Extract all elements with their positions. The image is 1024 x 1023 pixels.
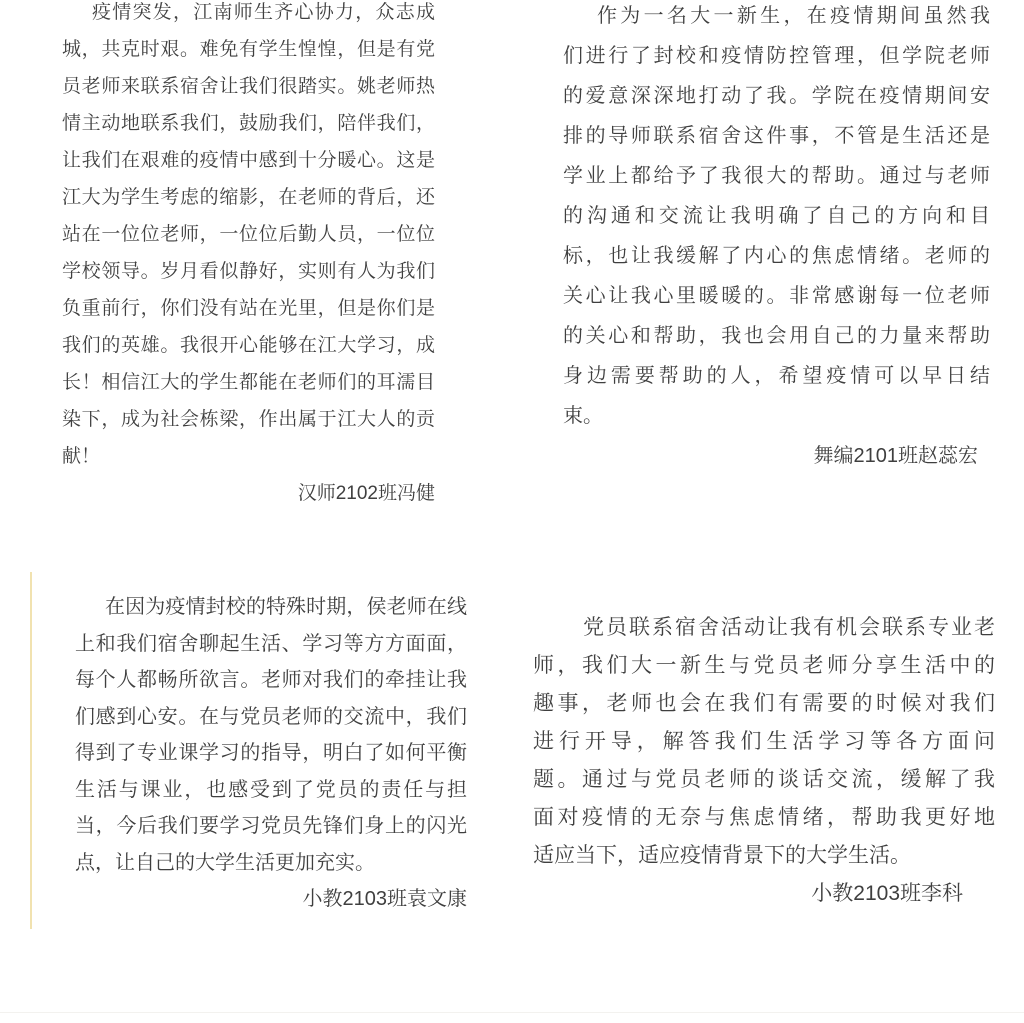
text-line: 关心让我心里暖暖的。非常感谢每一位老师 (563, 285, 990, 307)
testimonial-block-bottom-right (533, 609, 995, 913)
text-line: 面对疫情的无奈与焦虑情绪，帮助我更好地 (533, 806, 995, 829)
text-line: 在因为疫情封校的特殊时期，侯老师在线 (105, 596, 467, 618)
text-line: 党员联系宿舍活动让我有机会联系专业老 (583, 616, 995, 639)
signature: 汉师2102班冯健 (297, 483, 435, 504)
text-line: 我们的英雄。我很开心能够在江大学习，成 (62, 335, 435, 356)
text-line: 排的导师联系宿舍这件事，不管是生活还是 (563, 125, 990, 147)
text-line: 上和我们宿舍聊起生活、学习等方方面面， (75, 632, 467, 655)
text-line: 站在一位位老师，一位位后勤人员，一位位 (62, 224, 435, 245)
testimonial-block-bottom-left (75, 589, 467, 918)
text-line: 们感到心安。在与党员老师的交流中，我们 (75, 705, 467, 728)
text-line: 学业上都给予了我很大的帮助。通过与老师 (563, 165, 990, 187)
text-line: 进行开导，解答我们生活学习等各方面问 (533, 730, 995, 753)
text-line: 疫情突发，江南师生齐心协力，众志成 (92, 2, 435, 23)
text-line: 员老师来联系宿舍让我们很踏实。姚老师热 (62, 76, 435, 97)
signature: 小教2103班李科 (811, 882, 963, 905)
testimonial-lines (533, 609, 995, 875)
text-line: 当，今后我们要学习党员先锋们身上的闪光 (75, 815, 467, 837)
text-line: 趣事，老师也会在我们有需要的时候对我们 (533, 692, 995, 715)
testimonial-block-top-right (563, 0, 990, 476)
text-line: 江大为学生考虑的缩影，在老师的背后，还 (62, 187, 435, 208)
testimonial-lines (62, 0, 435, 475)
left-accent-line (30, 572, 32, 929)
text-line: 束。 (563, 405, 603, 427)
text-line: 作为一名大一新生，在疫情期间虽然我 (597, 5, 990, 27)
page-bottom-edge-line (0, 1012, 1024, 1013)
text-line: 适应当下，适应疫情背景下的大学生活。 (533, 844, 911, 867)
text-line: 城，共克时艰。难免有学生惶惶，但是有党 (62, 39, 435, 60)
text-line: 得到了专业课学习的指导，明白了如何平衡 (75, 742, 467, 764)
text-line: 学校领导。岁月看似静好，实则有人为我们 (62, 261, 435, 282)
text-line: 献！ (62, 446, 101, 467)
text-line: 身边需要帮助的人，希望疫情可以早日结 (563, 365, 990, 387)
testimonial-block-top-left (62, 0, 435, 512)
text-line: 长！相信江大的学生都能在老师们的耳濡目 (62, 372, 435, 393)
text-line: 点，让自己的大学生活更加充实。 (75, 851, 375, 874)
testimonial-lines (563, 0, 990, 436)
text-line: 题。通过与党员老师的谈话交流，缓解了我 (533, 768, 995, 791)
text-line: 染下，成为社会栋梁，作出属于江大人的贡 (62, 409, 435, 430)
text-line: 的沟通和交流让我明确了自己的方向和目 (563, 205, 990, 227)
text-line: 师，我们大一新生与党员老师分享生活中的 (533, 654, 995, 677)
signature: 小教2103班袁文康 (302, 888, 467, 910)
text-line: 情主动地联系我们，鼓励我们，陪伴我们， (62, 113, 435, 134)
signature: 舞编2101班赵蕊宏 (813, 445, 978, 467)
text-line: 生活与课业，也感受到了党员的责任与担 (75, 778, 467, 801)
text-line: 的爱意深深地打动了我。学院在疫情期间安 (563, 85, 990, 107)
testimonial-lines (75, 589, 467, 881)
text-line: 的关心和帮助，我也会用自己的力量来帮助 (563, 325, 990, 347)
text-line: 标，也让我缓解了内心的焦虑情绪。老师的 (563, 245, 990, 267)
text-line: 负重前行，你们没有站在光里，但是你们是 (62, 298, 435, 319)
text-line: 们进行了封校和疫情防控管理，但学院老师 (563, 45, 990, 67)
text-line: 每个人都畅所欲言。老师对我们的牵挂让我 (75, 669, 467, 691)
text-line: 让我们在艰难的疫情中感到十分暖心。这是 (62, 150, 435, 171)
